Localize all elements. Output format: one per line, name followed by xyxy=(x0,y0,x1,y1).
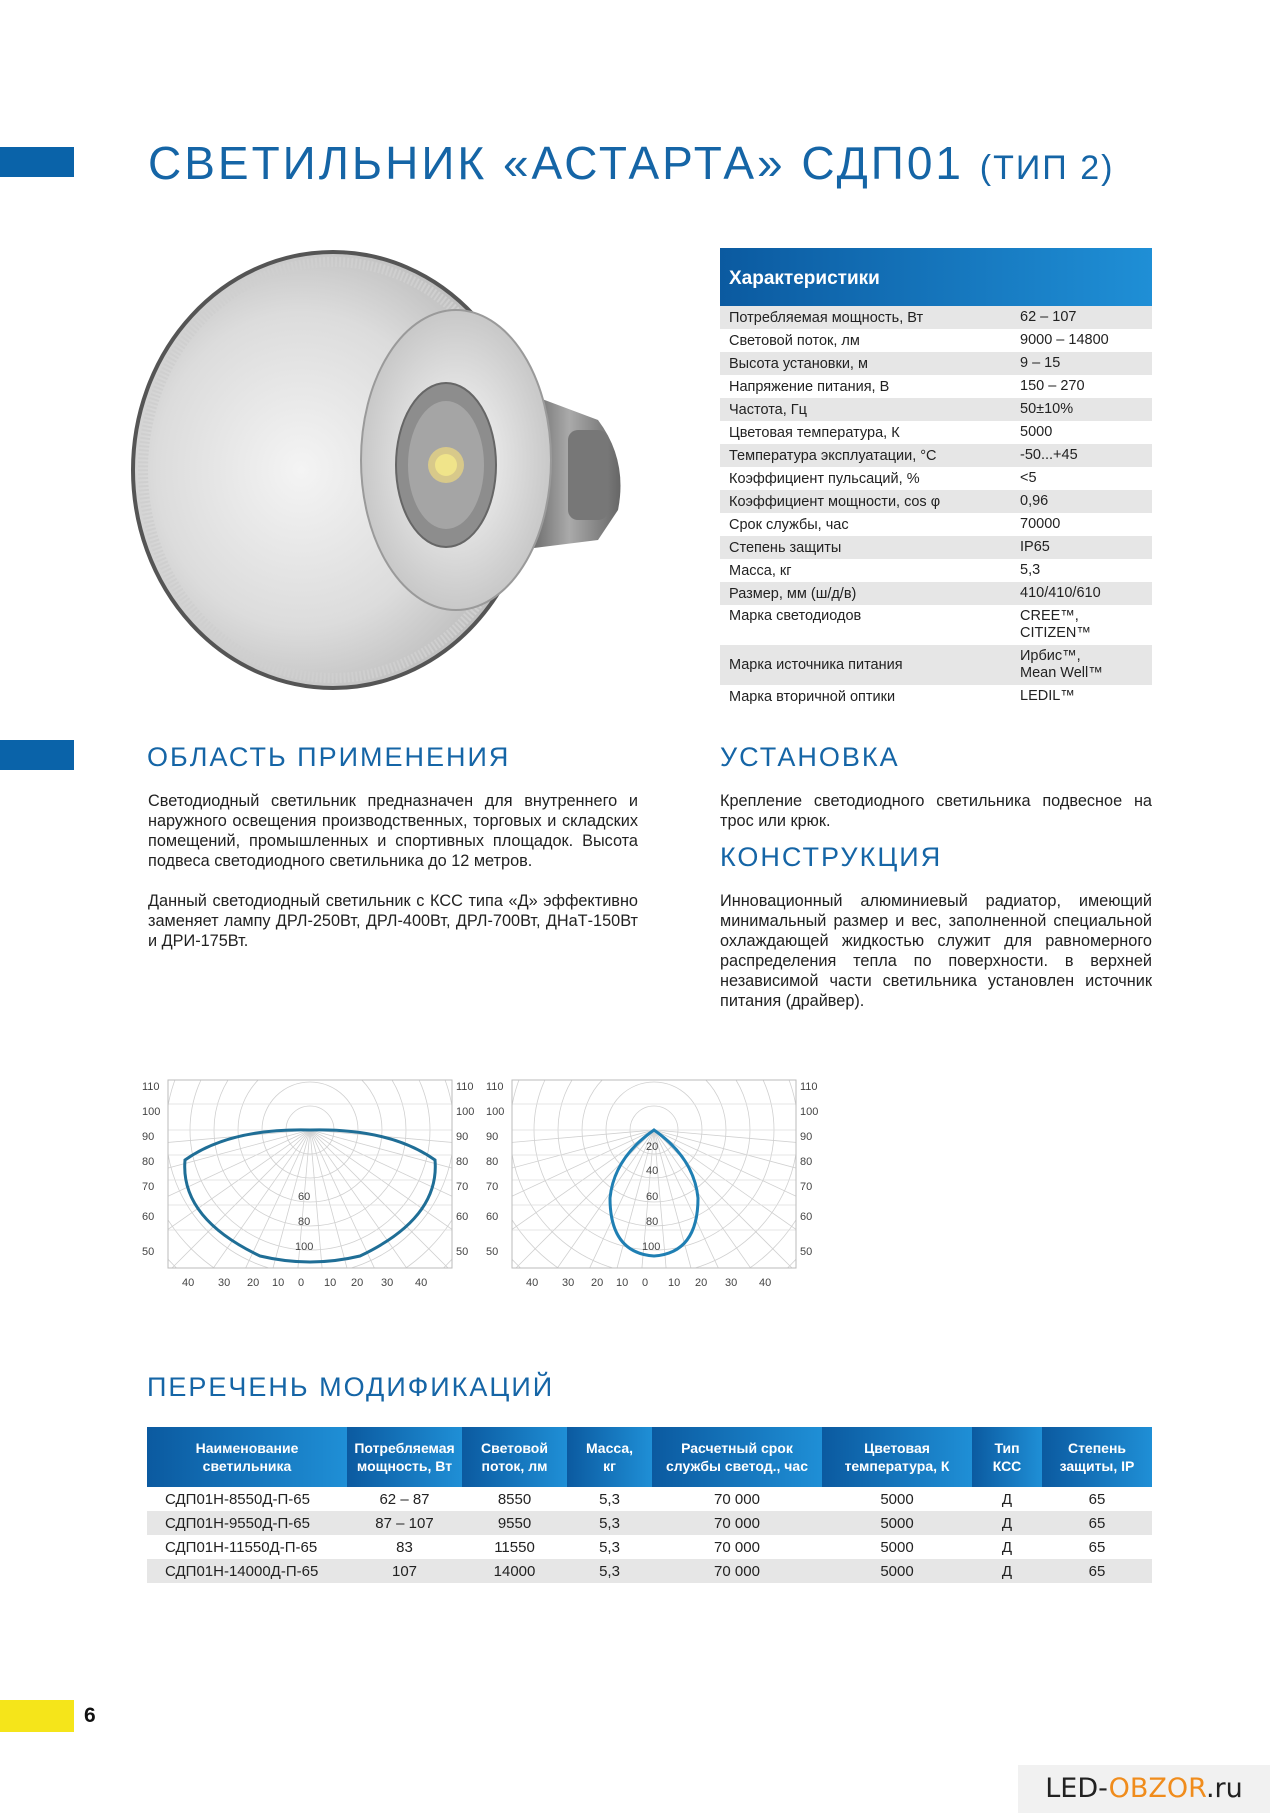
diagram-axis-label: 70 xyxy=(142,1181,155,1193)
spec-row xyxy=(720,536,1152,559)
modifications-heading: ПЕРЕЧЕНЬ МОДИФИКАЦИЙ xyxy=(147,1372,555,1402)
column-header-line: Тип xyxy=(994,1440,1020,1456)
page-title xyxy=(148,136,1114,190)
diagram-mask xyxy=(140,1068,480,1080)
spec-value: 150 – 270 xyxy=(1020,378,1085,394)
spec-value: <5 xyxy=(1020,470,1037,486)
spec-value: LEDIL™ xyxy=(1020,688,1075,704)
diagram-grid xyxy=(140,1068,480,1294)
diagram-axis-label: 50 xyxy=(456,1246,469,1258)
spec-row xyxy=(720,467,1152,490)
diagram-axis-label: 20 xyxy=(591,1277,604,1289)
spec-row xyxy=(720,329,1152,352)
spec-value: IP65 xyxy=(1020,539,1050,555)
spec-row xyxy=(720,444,1152,467)
table-cell: СДП01Н-11550Д-П-65 xyxy=(165,1538,318,1556)
table-cell: 14000 xyxy=(493,1562,536,1580)
diagram-axis-label: 110 xyxy=(486,1081,504,1093)
column-header xyxy=(147,1427,347,1487)
diagram-ring xyxy=(140,1068,480,1294)
diagram-axis-label: 90 xyxy=(456,1131,469,1143)
luminaire-image xyxy=(128,250,648,690)
table-row xyxy=(147,1487,1152,1511)
spec-value-line: CREE™, xyxy=(1020,608,1079,624)
diagram-axis-label: 0 xyxy=(298,1277,305,1289)
diagram-axis-label: 30 xyxy=(381,1277,394,1289)
table-cell: 65 xyxy=(1088,1490,1106,1508)
diagram-axis-label: 10 xyxy=(272,1277,285,1289)
diagram-ring xyxy=(140,1068,480,1294)
column-header-line: Световой xyxy=(481,1440,548,1456)
construction-heading: КОНСТРУКЦИЯ xyxy=(720,842,943,872)
table-cell: 5000 xyxy=(880,1562,914,1580)
diagram-axis-label: 20 xyxy=(695,1277,708,1289)
diagram-axis-label: 110 xyxy=(142,1081,160,1093)
construction-text: Инновационный алюминиевый радиатор, имеющий минимальный размер и вес, заполненной специальной охлаждающей жидкостью служит для равномерного распределения тепла по поверхности. в верхней независимой части светильника установлен источник питания (драйвер). xyxy=(720,892,1152,1010)
spec-row xyxy=(720,605,1152,645)
spec-row xyxy=(720,352,1152,375)
column-header-line: температура, К xyxy=(844,1458,950,1474)
column-header-line: Наименование xyxy=(195,1440,299,1456)
diagram-ring xyxy=(484,1068,824,1294)
diagram-grid xyxy=(484,1068,824,1294)
table-cell: 70 000 xyxy=(714,1514,760,1532)
table-row xyxy=(147,1511,1152,1535)
diagram-axis-label: 110 xyxy=(800,1081,818,1093)
diagram-ring xyxy=(582,1068,726,1202)
diagram-axis-label: 90 xyxy=(486,1131,499,1143)
column-header-line: защиты, IP xyxy=(1059,1458,1135,1474)
table-cell: 70 000 xyxy=(714,1562,760,1580)
table-cell: 11550 xyxy=(494,1538,535,1556)
diagram-axis-label: 110 xyxy=(456,1081,474,1093)
watermark-part: .ru xyxy=(1205,1773,1243,1804)
diagram-axis-label: 90 xyxy=(142,1131,155,1143)
application-paragraph-2: Данный светодиодный светильник с КСС типа «Д» эффективно заменяет лампу ДРЛ-250Вт, ДРЛ-400Вт, ДРЛ-700Вт, ДНаТ-150Вт и ДРИ-175Вт. xyxy=(148,892,638,950)
diagram-axis-label: 0 xyxy=(642,1277,649,1289)
table-header-row xyxy=(147,1427,1152,1487)
column-header-line: службы светод., час xyxy=(666,1458,808,1474)
table-cell: Д xyxy=(1001,1538,1013,1556)
diagram-axis-label: 60 xyxy=(456,1211,469,1223)
accent-bar-middle xyxy=(0,740,74,770)
column-header xyxy=(972,1427,1042,1487)
diagram-axis-label: 60 xyxy=(800,1211,813,1223)
table-cell: 5000 xyxy=(880,1490,914,1508)
diagram-value-label: 20 xyxy=(646,1141,659,1153)
accent-bar-top xyxy=(0,147,74,177)
spec-key: Марка светодиодов xyxy=(729,608,862,624)
diagram-value-label: 100 xyxy=(295,1241,314,1253)
table-cell: 62 – 87 xyxy=(379,1490,430,1508)
spec-row xyxy=(720,398,1152,421)
diagram-ring xyxy=(486,1068,822,1294)
diagram-axis-label: 100 xyxy=(456,1106,475,1118)
installation-heading: УСТАНОВКА xyxy=(720,742,900,772)
spec-key: Температура эксплуатации, °С xyxy=(729,447,937,464)
diagram-axis-label: 80 xyxy=(486,1156,499,1168)
table-cell: 5,3 xyxy=(599,1490,620,1508)
diagram-value-label: 80 xyxy=(298,1216,311,1228)
spec-row xyxy=(720,559,1152,582)
spec-row xyxy=(720,582,1152,605)
spec-row xyxy=(720,645,1152,685)
diagram-axis-label: 70 xyxy=(800,1181,813,1193)
diagram-value-label: 60 xyxy=(646,1191,659,1203)
diagram-ring xyxy=(484,1068,824,1294)
spec-value: 0,96 xyxy=(1020,493,1049,509)
light-distribution-diagram-1 xyxy=(140,1068,480,1294)
page-number: 6 xyxy=(84,1704,96,1727)
diagram-value-label: 80 xyxy=(646,1216,659,1228)
diagram-axis-label: 90 xyxy=(800,1131,813,1143)
diagram-axis-label: 100 xyxy=(800,1106,819,1118)
diagram-axis-label: 70 xyxy=(456,1181,469,1193)
column-header xyxy=(567,1427,652,1487)
table-cell: 87 – 107 xyxy=(375,1514,434,1532)
spec-value: 5,3 xyxy=(1020,562,1041,578)
diagram-frame xyxy=(168,1080,452,1268)
table-cell: Д xyxy=(1001,1490,1013,1508)
diagram-axis-label: 40 xyxy=(759,1277,772,1289)
spec-value-line: CITIZEN™ xyxy=(1020,625,1091,641)
application-text xyxy=(148,791,638,971)
diagram-axis-label: 60 xyxy=(486,1211,499,1223)
spec-key: Цветовая температура, К xyxy=(729,424,900,441)
column-header-line: Потребляемая xyxy=(354,1440,455,1456)
diagram-axis-label: 20 xyxy=(247,1277,260,1289)
diagram-axis-label: 100 xyxy=(142,1106,161,1118)
site-watermark xyxy=(1018,1765,1270,1813)
spec-value: 70000 xyxy=(1020,516,1061,532)
table-cell: Д xyxy=(1001,1514,1013,1532)
light-distribution-diagram-2 xyxy=(484,1068,824,1294)
table-cell: 5000 xyxy=(880,1514,914,1532)
table-cell: СДП01Н-8550Д-П-65 xyxy=(165,1490,310,1508)
diagram-ring xyxy=(238,1068,382,1202)
column-header-line: Цветовая xyxy=(864,1440,930,1456)
page-number-bar xyxy=(0,1700,74,1732)
spec-key: Степень защиты xyxy=(729,539,842,556)
diagram-axis-label: 40 xyxy=(182,1277,195,1289)
table-cell: 5,3 xyxy=(599,1538,620,1556)
spec-key: Высота установки, м xyxy=(729,355,868,372)
watermark-part: LED- xyxy=(1045,1773,1109,1804)
diagram-axis-label: 10 xyxy=(324,1277,337,1289)
table-cell: 70 000 xyxy=(714,1538,760,1556)
spec-key: Размер, мм (ш/д/в) xyxy=(729,585,857,602)
table-cell: 83 xyxy=(396,1538,413,1556)
spec-value xyxy=(1020,606,1152,644)
page-title-type: (ТИП 2) xyxy=(979,149,1115,187)
column-header-line: мощность, Вт xyxy=(356,1458,453,1474)
page-title-main: СВЕТИЛЬНИК «АСТАРТА» СДП01 xyxy=(148,137,964,189)
spec-value-line: Ирбис™, xyxy=(1020,648,1081,664)
spec-key: Напряжение питания, В xyxy=(729,378,890,395)
table-cell: 65 xyxy=(1088,1562,1106,1580)
table-cell: 8550 xyxy=(497,1490,532,1508)
diagram-axis-label: 10 xyxy=(616,1277,629,1289)
diagram-axis-label: 70 xyxy=(486,1181,499,1193)
diagram-axis-label: 30 xyxy=(725,1277,738,1289)
table-cell: 107 xyxy=(391,1562,418,1580)
table-cell: 5000 xyxy=(880,1538,914,1556)
diagram-axis-label: 40 xyxy=(415,1277,428,1289)
column-header-line: Расчетный срок xyxy=(681,1440,793,1456)
diagram-axis-label: 50 xyxy=(142,1246,155,1258)
spec-row xyxy=(720,685,1152,708)
table-cell: 70 000 xyxy=(714,1490,760,1508)
diagram-ring xyxy=(140,1068,480,1294)
spec-value-line: Mean Well™ xyxy=(1020,665,1103,681)
column-header xyxy=(462,1427,567,1487)
column-header xyxy=(347,1427,462,1487)
diagram-axis-label: 10 xyxy=(668,1277,681,1289)
diagram-axis-label: 100 xyxy=(486,1106,505,1118)
table-cell: 65 xyxy=(1088,1514,1106,1532)
spec-key: Масса, кг xyxy=(729,562,792,579)
diagram-axis-label: 20 xyxy=(351,1277,364,1289)
diagram-axis-label: 80 xyxy=(456,1156,469,1168)
table-row xyxy=(147,1559,1152,1583)
column-header-line: Степень xyxy=(1067,1440,1127,1456)
diagram-ring xyxy=(142,1068,478,1294)
spec-row xyxy=(720,306,1152,329)
specs-body xyxy=(720,306,1152,708)
spec-value xyxy=(1020,646,1152,684)
table-cell: 9550 xyxy=(497,1514,532,1532)
diagram-ring xyxy=(484,1068,824,1294)
diagram-axis-label: 30 xyxy=(218,1277,231,1289)
diagram-mask xyxy=(484,1068,824,1080)
spec-row xyxy=(720,375,1152,398)
application-heading: ОБЛАСТЬ ПРИМЕНЕНИЯ xyxy=(147,742,511,772)
table-row xyxy=(147,1535,1152,1559)
spec-row xyxy=(720,490,1152,513)
diagram-value-label: 60 xyxy=(298,1191,311,1203)
column-header-line: светильника xyxy=(202,1458,292,1474)
table-cell: СДП01Н-14000Д-П-65 xyxy=(165,1562,319,1580)
column-header-line: Масса, xyxy=(585,1440,634,1456)
column-header-line: поток, лм xyxy=(481,1458,548,1474)
diagram-axis-label: 60 xyxy=(142,1211,155,1223)
table-cell: 5,3 xyxy=(599,1562,620,1580)
table-cell: 5,3 xyxy=(599,1514,620,1532)
column-header-line: КСС xyxy=(992,1458,1022,1474)
table-cell: 65 xyxy=(1088,1538,1106,1556)
diagram-axis-label: 40 xyxy=(526,1277,539,1289)
installation-text: Крепление светодиодного светильника подвесное на трос или крюк. xyxy=(720,792,1152,830)
spec-key: Световой поток, лм xyxy=(729,332,860,349)
diagram-axis-label: 30 xyxy=(562,1277,575,1289)
column-header-line: кг xyxy=(603,1458,616,1474)
diagram-frame xyxy=(168,1080,452,1268)
column-header xyxy=(822,1427,972,1487)
specs-table xyxy=(720,248,1152,708)
diagram-value-label: 40 xyxy=(646,1165,659,1177)
spec-value: 9 – 15 xyxy=(1020,355,1061,371)
spec-key: Потребляемая мощность, Вт xyxy=(729,309,924,326)
spec-key: Коэффициент пульсаций, % xyxy=(729,470,920,487)
spec-row xyxy=(720,421,1152,444)
specs-header: Характеристики xyxy=(720,248,1152,306)
modifications-table xyxy=(147,1427,1152,1583)
spec-key: Частота, Гц xyxy=(729,401,807,418)
spec-value: 9000 – 14800 xyxy=(1020,332,1109,348)
spec-key: Срок службы, час xyxy=(729,516,849,533)
diagram-axis-label: 50 xyxy=(486,1246,499,1258)
watermark-part: OBZOR xyxy=(1108,1773,1206,1804)
table-cell: Д xyxy=(1001,1562,1013,1580)
spec-value: -50...+45 xyxy=(1020,447,1078,463)
diagram-axis-label: 80 xyxy=(800,1156,813,1168)
diagram-value-label: 100 xyxy=(642,1241,661,1253)
spec-key: Марка вторичной оптики xyxy=(729,688,896,705)
spec-row xyxy=(720,513,1152,536)
spec-key: Марка источника питания xyxy=(729,657,903,673)
column-header xyxy=(1042,1427,1152,1487)
spec-value: 50±10% xyxy=(1020,401,1074,417)
spec-value: 410/410/610 xyxy=(1020,585,1101,601)
application-paragraph-1: Светодиодный светильник предназначен для внутреннего и наружного освещения производственных, торговых и складских помещений, промышленных и спортивных площадок. Высота подвеса светодиодного светильника до 12 метров. xyxy=(148,792,638,870)
spec-value: 5000 xyxy=(1020,424,1053,440)
diagram-axis-label: 50 xyxy=(800,1246,813,1258)
spec-value: 62 – 107 xyxy=(1020,309,1077,325)
table-cell: СДП01Н-9550Д-П-65 xyxy=(165,1514,310,1532)
diagram-axis-label: 80 xyxy=(142,1156,155,1168)
column-header xyxy=(652,1427,822,1487)
spec-key: Коэффициент мощности, cos φ xyxy=(729,493,941,510)
